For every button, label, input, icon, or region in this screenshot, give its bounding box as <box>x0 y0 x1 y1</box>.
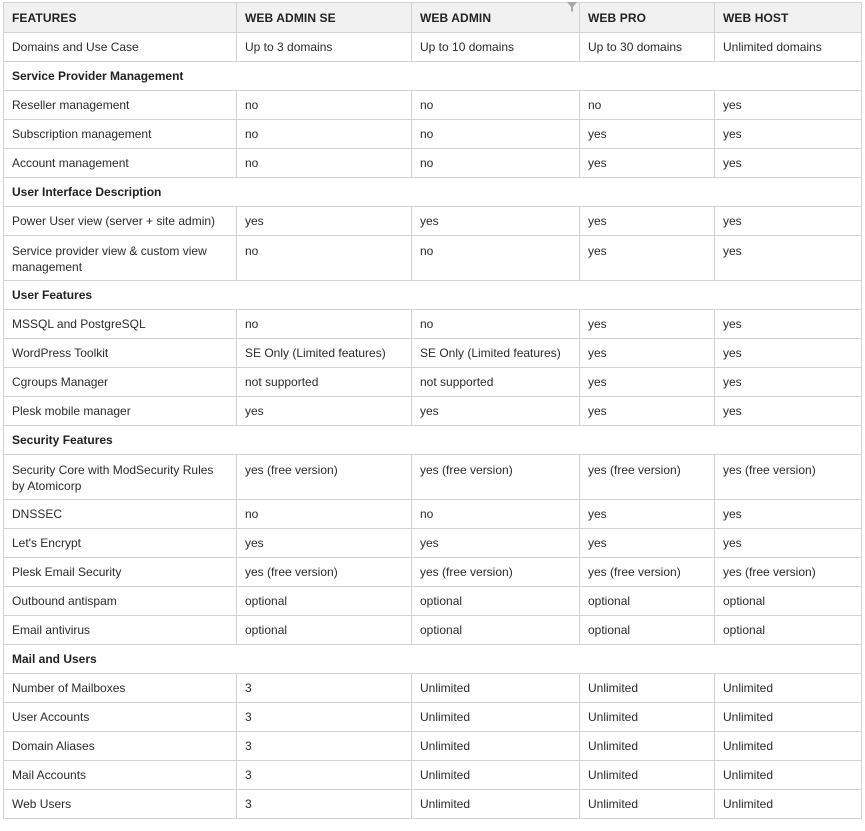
plan-value-cell: optional <box>715 587 862 616</box>
feature-name-cell: Security Core with ModSecurity Rules by Atomicorp <box>4 455 237 500</box>
plan-value-cell: yes <box>580 529 715 558</box>
feature-name-cell: Mail Accounts <box>4 761 237 790</box>
table-row <box>4 703 862 732</box>
feature-name-cell: Web Users <box>4 790 237 819</box>
table-row <box>4 33 862 62</box>
table-row <box>4 587 862 616</box>
table-row <box>4 790 862 819</box>
plan-value-cell: SE Only (Limited features) <box>237 339 412 368</box>
feature-name-cell: Domain Aliases <box>4 732 237 761</box>
plan-value-cell: yes (free version) <box>715 558 862 587</box>
column-header-web-admin[interactable]: WEB ADMIN <box>412 3 580 33</box>
plan-value-cell: yes (free version) <box>580 455 715 500</box>
plan-value-cell: yes <box>715 149 862 178</box>
plan-value-cell: yes <box>412 397 580 426</box>
section-header: User Interface Description <box>4 178 862 207</box>
plan-value-cell: optional <box>715 616 862 645</box>
feature-name-cell: Service provider view & custom view management <box>4 236 237 281</box>
feature-name-cell: Cgroups Manager <box>4 368 237 397</box>
plan-value-cell: yes <box>715 339 862 368</box>
plan-value-cell: no <box>412 236 580 281</box>
plan-value-cell: 3 <box>237 732 412 761</box>
table-row <box>4 236 862 281</box>
table-row <box>4 616 862 645</box>
plan-value-cell: Unlimited <box>412 674 580 703</box>
table-row <box>4 455 862 500</box>
column-header-web-pro[interactable]: WEB PRO <box>580 3 715 33</box>
plan-value-cell: yes <box>237 397 412 426</box>
plan-value-cell: no <box>237 500 412 529</box>
features-comparison-table <box>3 2 862 819</box>
plan-value-cell: yes <box>580 339 715 368</box>
plan-value-cell: yes <box>412 207 580 236</box>
plan-value-cell: yes <box>580 236 715 281</box>
plan-value-cell: yes <box>237 207 412 236</box>
table-row <box>4 761 862 790</box>
plan-value-cell: yes <box>412 529 580 558</box>
section-header: User Features <box>4 281 862 310</box>
plan-value-cell: Up to 3 domains <box>237 33 412 62</box>
section-header: Service Provider Management <box>4 62 862 91</box>
feature-name-cell: Number of Mailboxes <box>4 674 237 703</box>
plan-value-cell: yes (free version) <box>412 455 580 500</box>
plan-value-cell: yes <box>580 120 715 149</box>
plan-value-cell: yes <box>580 149 715 178</box>
feature-name-cell: Plesk Email Security <box>4 558 237 587</box>
feature-name-cell: MSSQL and PostgreSQL <box>4 310 237 339</box>
plan-value-cell: yes <box>580 207 715 236</box>
table-body <box>4 33 862 819</box>
feature-name-cell: User Accounts <box>4 703 237 732</box>
plan-value-cell: optional <box>412 587 580 616</box>
plan-value-cell: no <box>237 120 412 149</box>
plan-value-cell: 3 <box>237 674 412 703</box>
feature-name-cell: Power User view (server + site admin) <box>4 207 237 236</box>
plan-value-cell: no <box>237 236 412 281</box>
plan-value-cell: yes <box>580 500 715 529</box>
plan-value-cell: yes <box>580 397 715 426</box>
plan-value-cell: yes (free version) <box>237 455 412 500</box>
plan-value-cell: yes (free version) <box>237 558 412 587</box>
plan-value-cell: Unlimited <box>412 703 580 732</box>
feature-name-cell: Account management <box>4 149 237 178</box>
plan-value-cell: Unlimited domains <box>715 33 862 62</box>
table-header-row <box>4 3 862 33</box>
plan-value-cell: no <box>580 91 715 120</box>
table-row <box>4 339 862 368</box>
table-row <box>4 368 862 397</box>
feature-name-cell: WordPress Toolkit <box>4 339 237 368</box>
plan-value-cell: no <box>237 91 412 120</box>
plan-value-cell: no <box>412 120 580 149</box>
table-row <box>4 310 862 339</box>
table-row <box>4 500 862 529</box>
table-row <box>4 397 862 426</box>
plan-value-cell: yes <box>237 529 412 558</box>
section-header-row <box>4 178 862 207</box>
plan-value-cell: not supported <box>412 368 580 397</box>
column-header-web-host[interactable]: WEB HOST <box>715 3 862 33</box>
plan-value-cell: optional <box>237 587 412 616</box>
section-header-row <box>4 281 862 310</box>
column-header-web-admin-se[interactable]: WEB ADMIN SE <box>237 3 412 33</box>
plan-value-cell: yes <box>715 529 862 558</box>
plan-value-cell: Up to 30 domains <box>580 33 715 62</box>
feature-name-cell: Outbound antispam <box>4 587 237 616</box>
plan-value-cell: SE Only (Limited features) <box>412 339 580 368</box>
feature-name-cell: Let's Encrypt <box>4 529 237 558</box>
feature-name-cell: Subscription management <box>4 120 237 149</box>
plan-value-cell: Unlimited <box>715 761 862 790</box>
plan-value-cell: yes <box>715 310 862 339</box>
plan-value-cell: not supported <box>237 368 412 397</box>
section-header-row <box>4 645 862 674</box>
table-row <box>4 207 862 236</box>
plan-value-cell: Unlimited <box>580 732 715 761</box>
plan-value-cell: Unlimited <box>580 761 715 790</box>
plan-value-cell: no <box>412 149 580 178</box>
plan-value-cell: optional <box>580 616 715 645</box>
table-row <box>4 732 862 761</box>
feature-name-cell: DNSSEC <box>4 500 237 529</box>
plan-value-cell: yes <box>580 368 715 397</box>
feature-name-cell: Domains and Use Case <box>4 33 237 62</box>
plan-value-cell: Unlimited <box>412 790 580 819</box>
plan-value-cell: optional <box>237 616 412 645</box>
section-header: Security Features <box>4 426 862 455</box>
feature-name-cell: Plesk mobile manager <box>4 397 237 426</box>
table-row <box>4 529 862 558</box>
filter-icon[interactable] <box>566 1 578 13</box>
column-header-features[interactable]: FEATURES <box>4 3 237 33</box>
table-row <box>4 149 862 178</box>
feature-name-cell: Reseller management <box>4 91 237 120</box>
plan-value-cell: Unlimited <box>715 674 862 703</box>
plan-value-cell: yes <box>715 236 862 281</box>
plan-value-cell: Unlimited <box>412 761 580 790</box>
plan-value-cell: optional <box>580 587 715 616</box>
plan-value-cell: yes (free version) <box>412 558 580 587</box>
plan-value-cell: yes <box>715 207 862 236</box>
plan-value-cell: no <box>237 310 412 339</box>
plan-value-cell: Unlimited <box>412 732 580 761</box>
plan-value-cell: no <box>412 91 580 120</box>
plan-value-cell: yes (free version) <box>715 455 862 500</box>
table-row <box>4 120 862 149</box>
section-header-row <box>4 426 862 455</box>
plan-value-cell: Up to 10 domains <box>412 33 580 62</box>
plan-value-cell: no <box>412 500 580 529</box>
plan-value-cell: Unlimited <box>580 703 715 732</box>
plan-value-cell: Unlimited <box>715 703 862 732</box>
plan-value-cell: 3 <box>237 761 412 790</box>
feature-name-cell: Email antivirus <box>4 616 237 645</box>
plan-value-cell: yes <box>580 310 715 339</box>
section-header: Mail and Users <box>4 645 862 674</box>
plan-value-cell: optional <box>412 616 580 645</box>
plan-value-cell: yes <box>715 120 862 149</box>
plan-value-cell: Unlimited <box>580 790 715 819</box>
plan-value-cell: 3 <box>237 703 412 732</box>
plan-value-cell: yes <box>715 500 862 529</box>
plan-value-cell: Unlimited <box>580 674 715 703</box>
plan-value-cell: 3 <box>237 790 412 819</box>
plan-value-cell: yes <box>715 368 862 397</box>
plan-value-cell: yes <box>715 397 862 426</box>
table-row <box>4 91 862 120</box>
section-header-row <box>4 62 862 91</box>
table-row <box>4 558 862 587</box>
plan-value-cell: no <box>237 149 412 178</box>
plan-value-cell: yes (free version) <box>580 558 715 587</box>
plan-value-cell: no <box>412 310 580 339</box>
plan-value-cell: Unlimited <box>715 732 862 761</box>
plan-value-cell: yes <box>715 91 862 120</box>
plan-value-cell: Unlimited <box>715 790 862 819</box>
table-row <box>4 674 862 703</box>
